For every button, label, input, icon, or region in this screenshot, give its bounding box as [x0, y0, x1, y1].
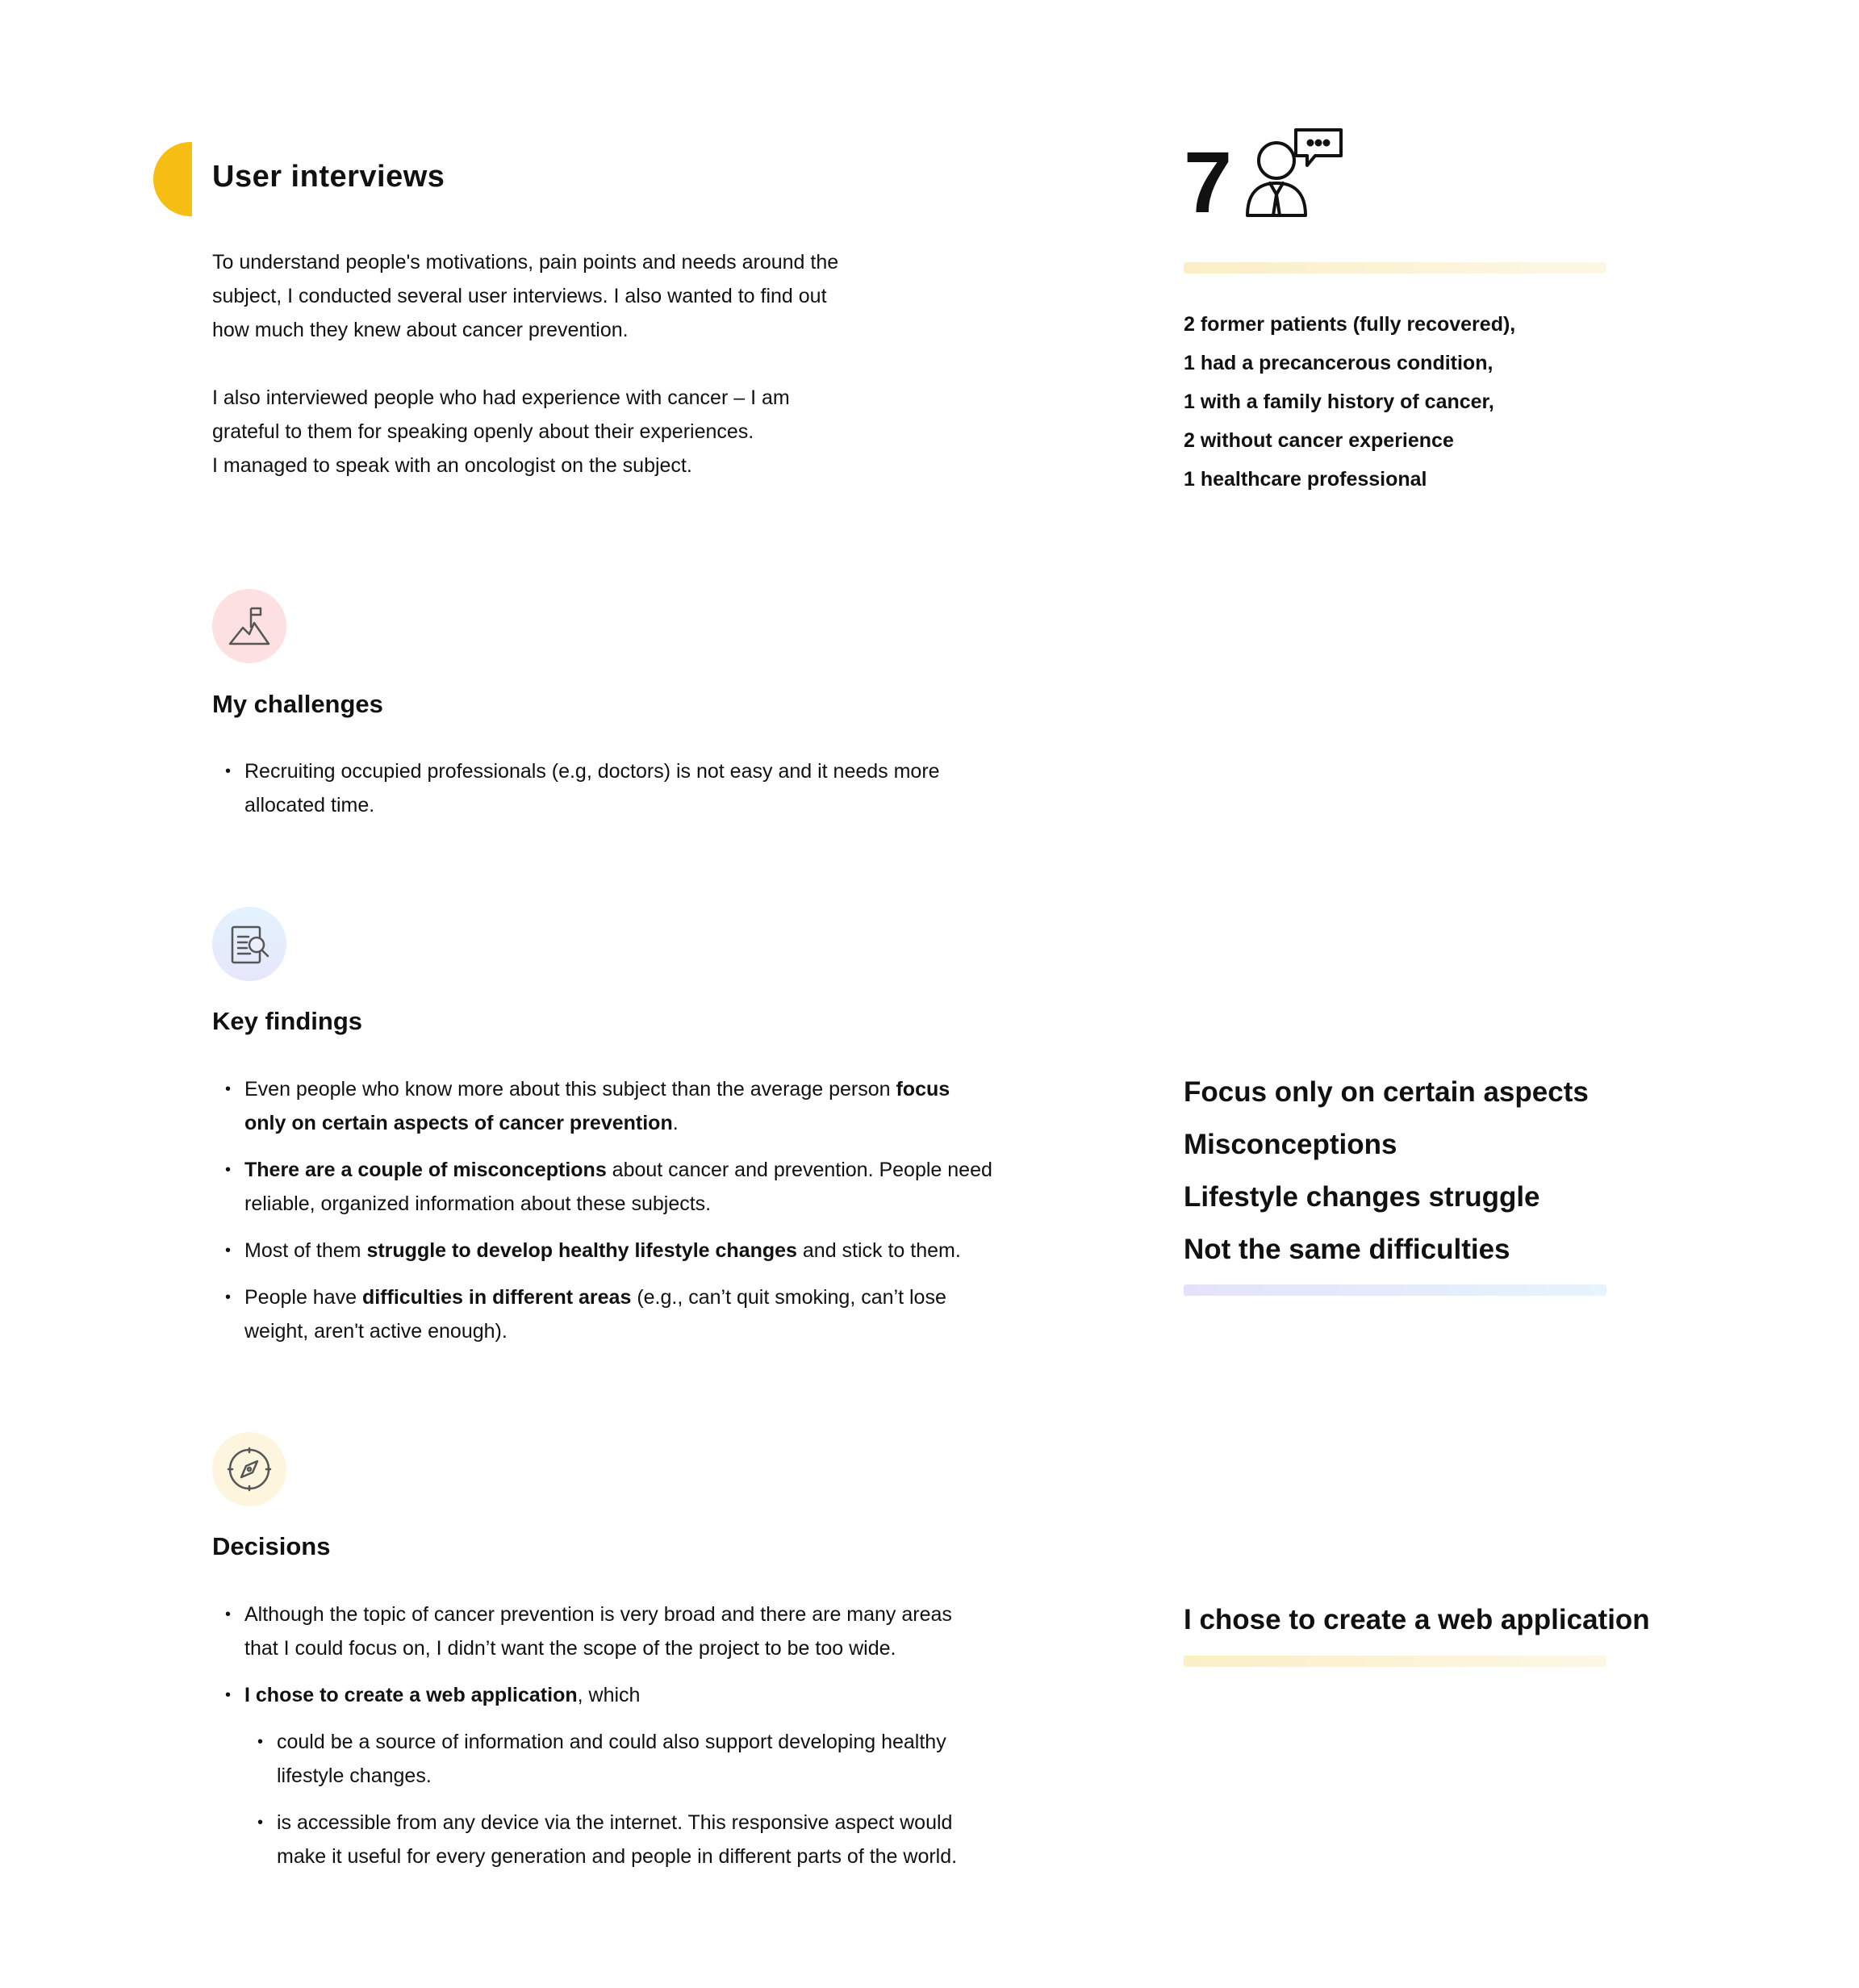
- list-item: • Even people who know more about this subject than the average person focus only on certain aspects of cancer prevention.: [225, 1078, 950, 1134]
- stats-underline-bar: [1184, 262, 1606, 274]
- intro-line: subject, I conducted several user interviews. I also wanted to find out: [212, 285, 827, 307]
- list-item: • I chose to create a web application, which • could be a source of information and could also support developing healthy lifestyle changes. • is accessible from any device via the internet. This responsive aspect would make it useful for every generation and people in different parts of the world.: [212, 1678, 1100, 1873]
- list-item: • Although the topic of cancer prevention is very broad and there are many areas that I could focus on, I didn’t want the scope of the project to be too wide.: [225, 1603, 952, 1660]
- section-accent-marker: [153, 142, 192, 216]
- intro-line: I managed to speak with an oncologist on the subject.: [212, 454, 692, 477]
- highlight-line: Not the same difficulties: [1184, 1234, 1510, 1265]
- list-item: • is accessible from any device via the internet. This responsive aspect would make it useful for every generation and people in different parts of the world.: [257, 1811, 958, 1868]
- interviewer-speech-icon: [1243, 125, 1347, 226]
- highlight-line: Focus only on certain aspects: [1184, 1076, 1589, 1108]
- user-interviews-title: User interviews: [212, 160, 445, 194]
- highlight-line: Misconceptions: [1184, 1129, 1397, 1160]
- participant-line: 1 had a precancerous condition,: [1184, 352, 1493, 374]
- compass-icon: [225, 1445, 274, 1493]
- intro-line: how much they knew about cancer prevention.: [212, 319, 629, 341]
- decisions-underline-bar: [1184, 1656, 1606, 1667]
- interview-count: 7: [1184, 133, 1233, 231]
- interviews-intro: [212, 245, 938, 482]
- findings-underline-bar: [1184, 1284, 1606, 1296]
- challenges-title: My challenges: [212, 690, 383, 718]
- list-item: • could be a source of information and could also support developing healthy lifestyle changes.: [257, 1731, 946, 1787]
- participant-line: 1 healthcare professional: [1184, 468, 1427, 491]
- findings-title: Key findings: [212, 1007, 363, 1035]
- list-item: • People have difficulties in different areas (e.g., can’t quit smoking, can’t lose weight, aren't active enough).: [225, 1286, 946, 1343]
- decisions-icon-circle: [212, 1432, 286, 1506]
- decisions-title: Decisions: [212, 1532, 331, 1560]
- document-search-icon: [226, 921, 273, 967]
- list-item: • Most of them struggle to develop healthy lifestyle changes and stick to them.: [225, 1239, 961, 1262]
- list-item: • Recruiting occupied professionals (e.g, doctors) is not easy and it needs more allocated time.: [225, 760, 940, 816]
- challenges-icon-circle: [212, 589, 286, 663]
- intro-line: grateful to them for speaking openly about their experiences.: [212, 420, 754, 443]
- intro-line: I also interviewed people who had experience with cancer – I am: [212, 386, 790, 409]
- mountain-flag-icon: [227, 604, 272, 649]
- participant-line: 2 without cancer experience: [1184, 429, 1454, 452]
- list-item: • There are a couple of misconceptions about cancer and prevention. People need reliable, organized information about these subjects.: [225, 1159, 992, 1215]
- intro-line: To understand people's motivations, pain points and needs around the: [212, 251, 839, 274]
- highlight-line: Lifestyle changes struggle: [1184, 1181, 1540, 1213]
- findings-highlights: [1184, 1066, 1589, 1276]
- participant-line: 1 with a family history of cancer,: [1184, 390, 1494, 413]
- decisions-sublist: [244, 1725, 1100, 1873]
- participant-breakdown: [1184, 305, 1515, 499]
- findings-list: [212, 1072, 1100, 1361]
- challenges-list: [212, 754, 1059, 835]
- decisions-list: [212, 1598, 1100, 1886]
- decision-highlight: I chose to create a web application: [1184, 1604, 1650, 1635]
- participant-line: 2 former patients (fully recovered),: [1184, 313, 1516, 336]
- findings-icon-circle: [212, 907, 286, 981]
